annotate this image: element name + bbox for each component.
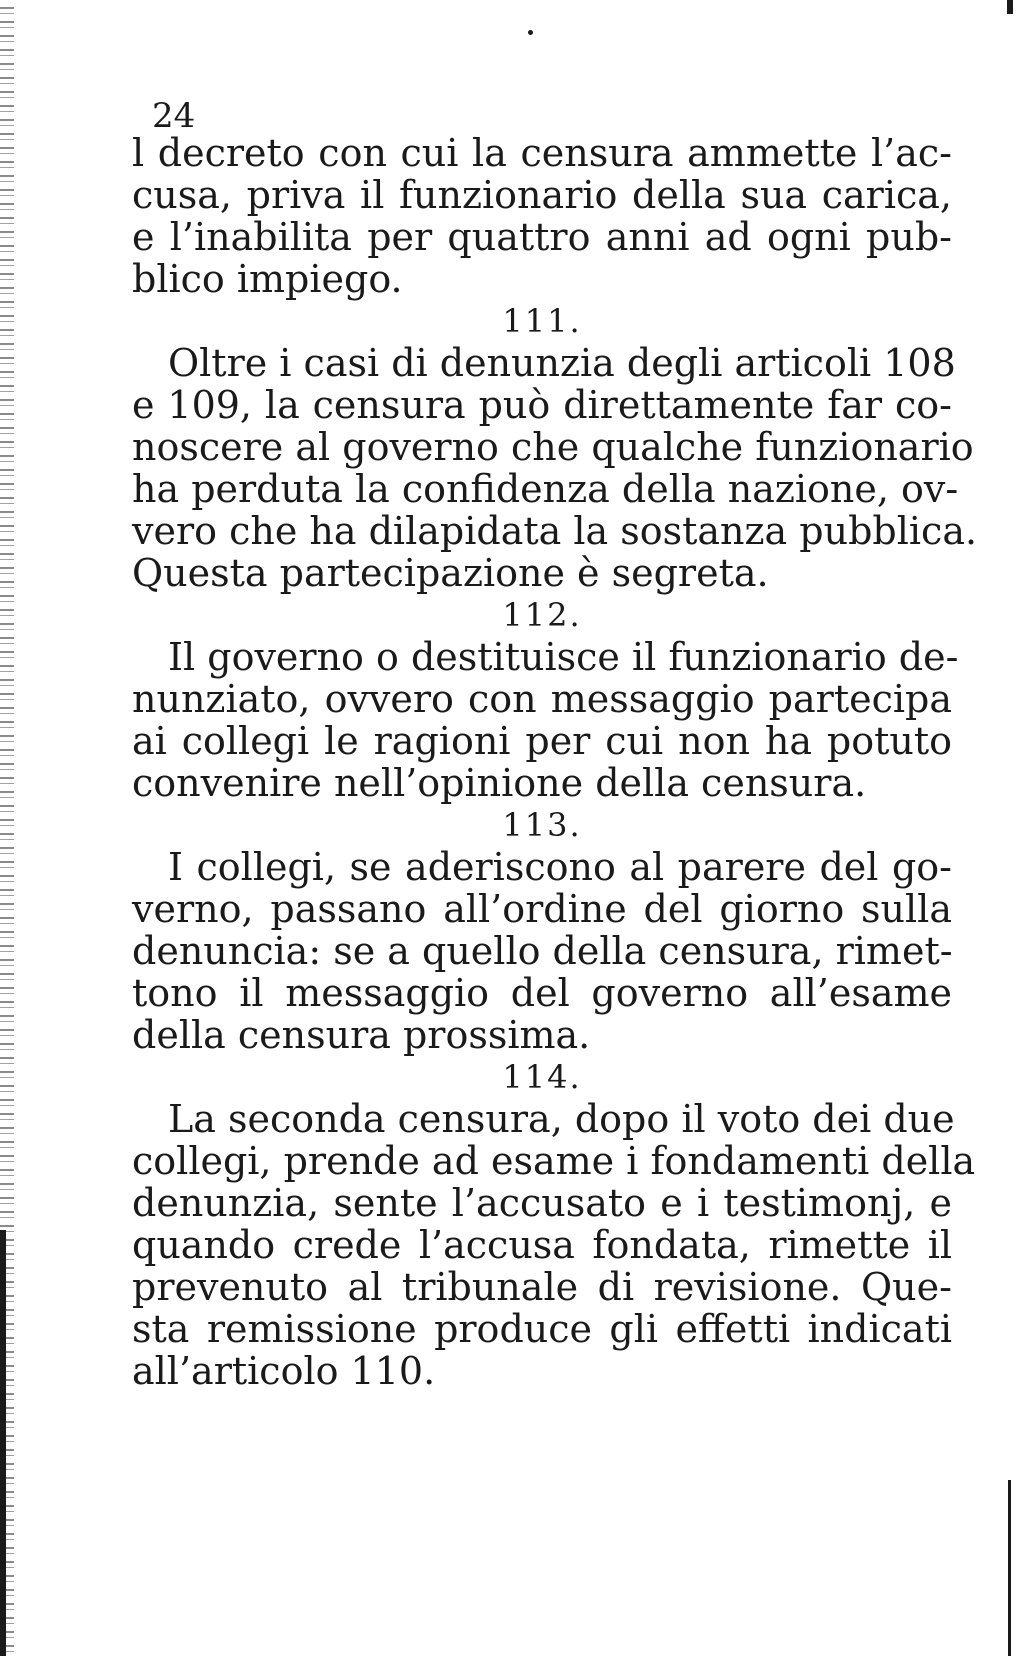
text-line: tono il messaggio del governo all’esame — [132, 971, 952, 1015]
text-line: verno, passano all’ordine del giorno sulla — [132, 887, 952, 931]
article-number: 114. — [502, 1058, 582, 1096]
text-line: sta remissione produce gli effetti indicati — [132, 1307, 952, 1351]
text-line: denuncia: se a quello della censura, rimet- — [132, 929, 953, 973]
text-line: Il governo o destituisce il funzionario de- — [168, 635, 959, 679]
paragraph-110-end — [132, 132, 952, 300]
page-number: 24 — [152, 96, 196, 136]
text-line: l decreto con cui la censura ammette l’ac- — [132, 131, 952, 175]
text-line: noscere al governo che qualche funzionario — [132, 425, 974, 469]
article-114 — [132, 1056, 976, 1393]
text-line: ai collegi le ragioni per cui non ha potuto — [132, 719, 952, 763]
binding-shadow — [0, 1230, 6, 1656]
article-112 — [132, 594, 959, 805]
article-number: 113. — [502, 806, 582, 844]
text-line: La seconda censura, dopo il voto dei due — [168, 1097, 955, 1141]
text-line: all’articolo 110. — [132, 1349, 436, 1393]
article-number: 112. — [502, 596, 582, 634]
article-111 — [132, 300, 978, 595]
text-line: blico impiego. — [132, 257, 403, 301]
text-line: quando crede l’accusa fondata, rimette il — [132, 1223, 952, 1267]
text-line: vero che ha dilapidata la sostanza pubblica. — [132, 509, 978, 553]
text-line: e 109, la censura può direttamente far co- — [132, 383, 952, 427]
text-line: della censura prossima. — [132, 1013, 591, 1057]
article-113 — [132, 804, 952, 1056]
text-line: Questa partecipazione è segreta. — [132, 551, 769, 595]
text-line: collegi, prende ad esame i fondamenti della — [132, 1139, 976, 1183]
page-edge-mark — [1008, 1480, 1011, 1656]
article-number: 111. — [502, 302, 582, 340]
text-line: e l’inabilita per quattro anni ad ogni pub- — [132, 215, 952, 259]
text-line: ha perduta la confidenza della nazione, ov- — [132, 467, 959, 511]
corner-mark — [1007, 0, 1013, 14]
text-line: cusa, priva il funzionario della sua carica, — [132, 173, 952, 217]
text-line: nunziato, ovvero con messaggio partecipa — [132, 677, 952, 721]
printer-mark — [528, 30, 533, 35]
text-line: I collegi, se aderiscono al parere del go- — [168, 845, 952, 889]
text-line: convenire nell’opinione della censura. — [132, 761, 867, 805]
body-text — [132, 131, 978, 1393]
text-line: prevenuto al tribunale di revisione. Que- — [132, 1265, 952, 1309]
text-line: denunzia, sente l’accusato e i testimonj, e — [132, 1181, 952, 1225]
text-line: Oltre i casi di denunzia degli articoli 108 — [168, 341, 956, 385]
